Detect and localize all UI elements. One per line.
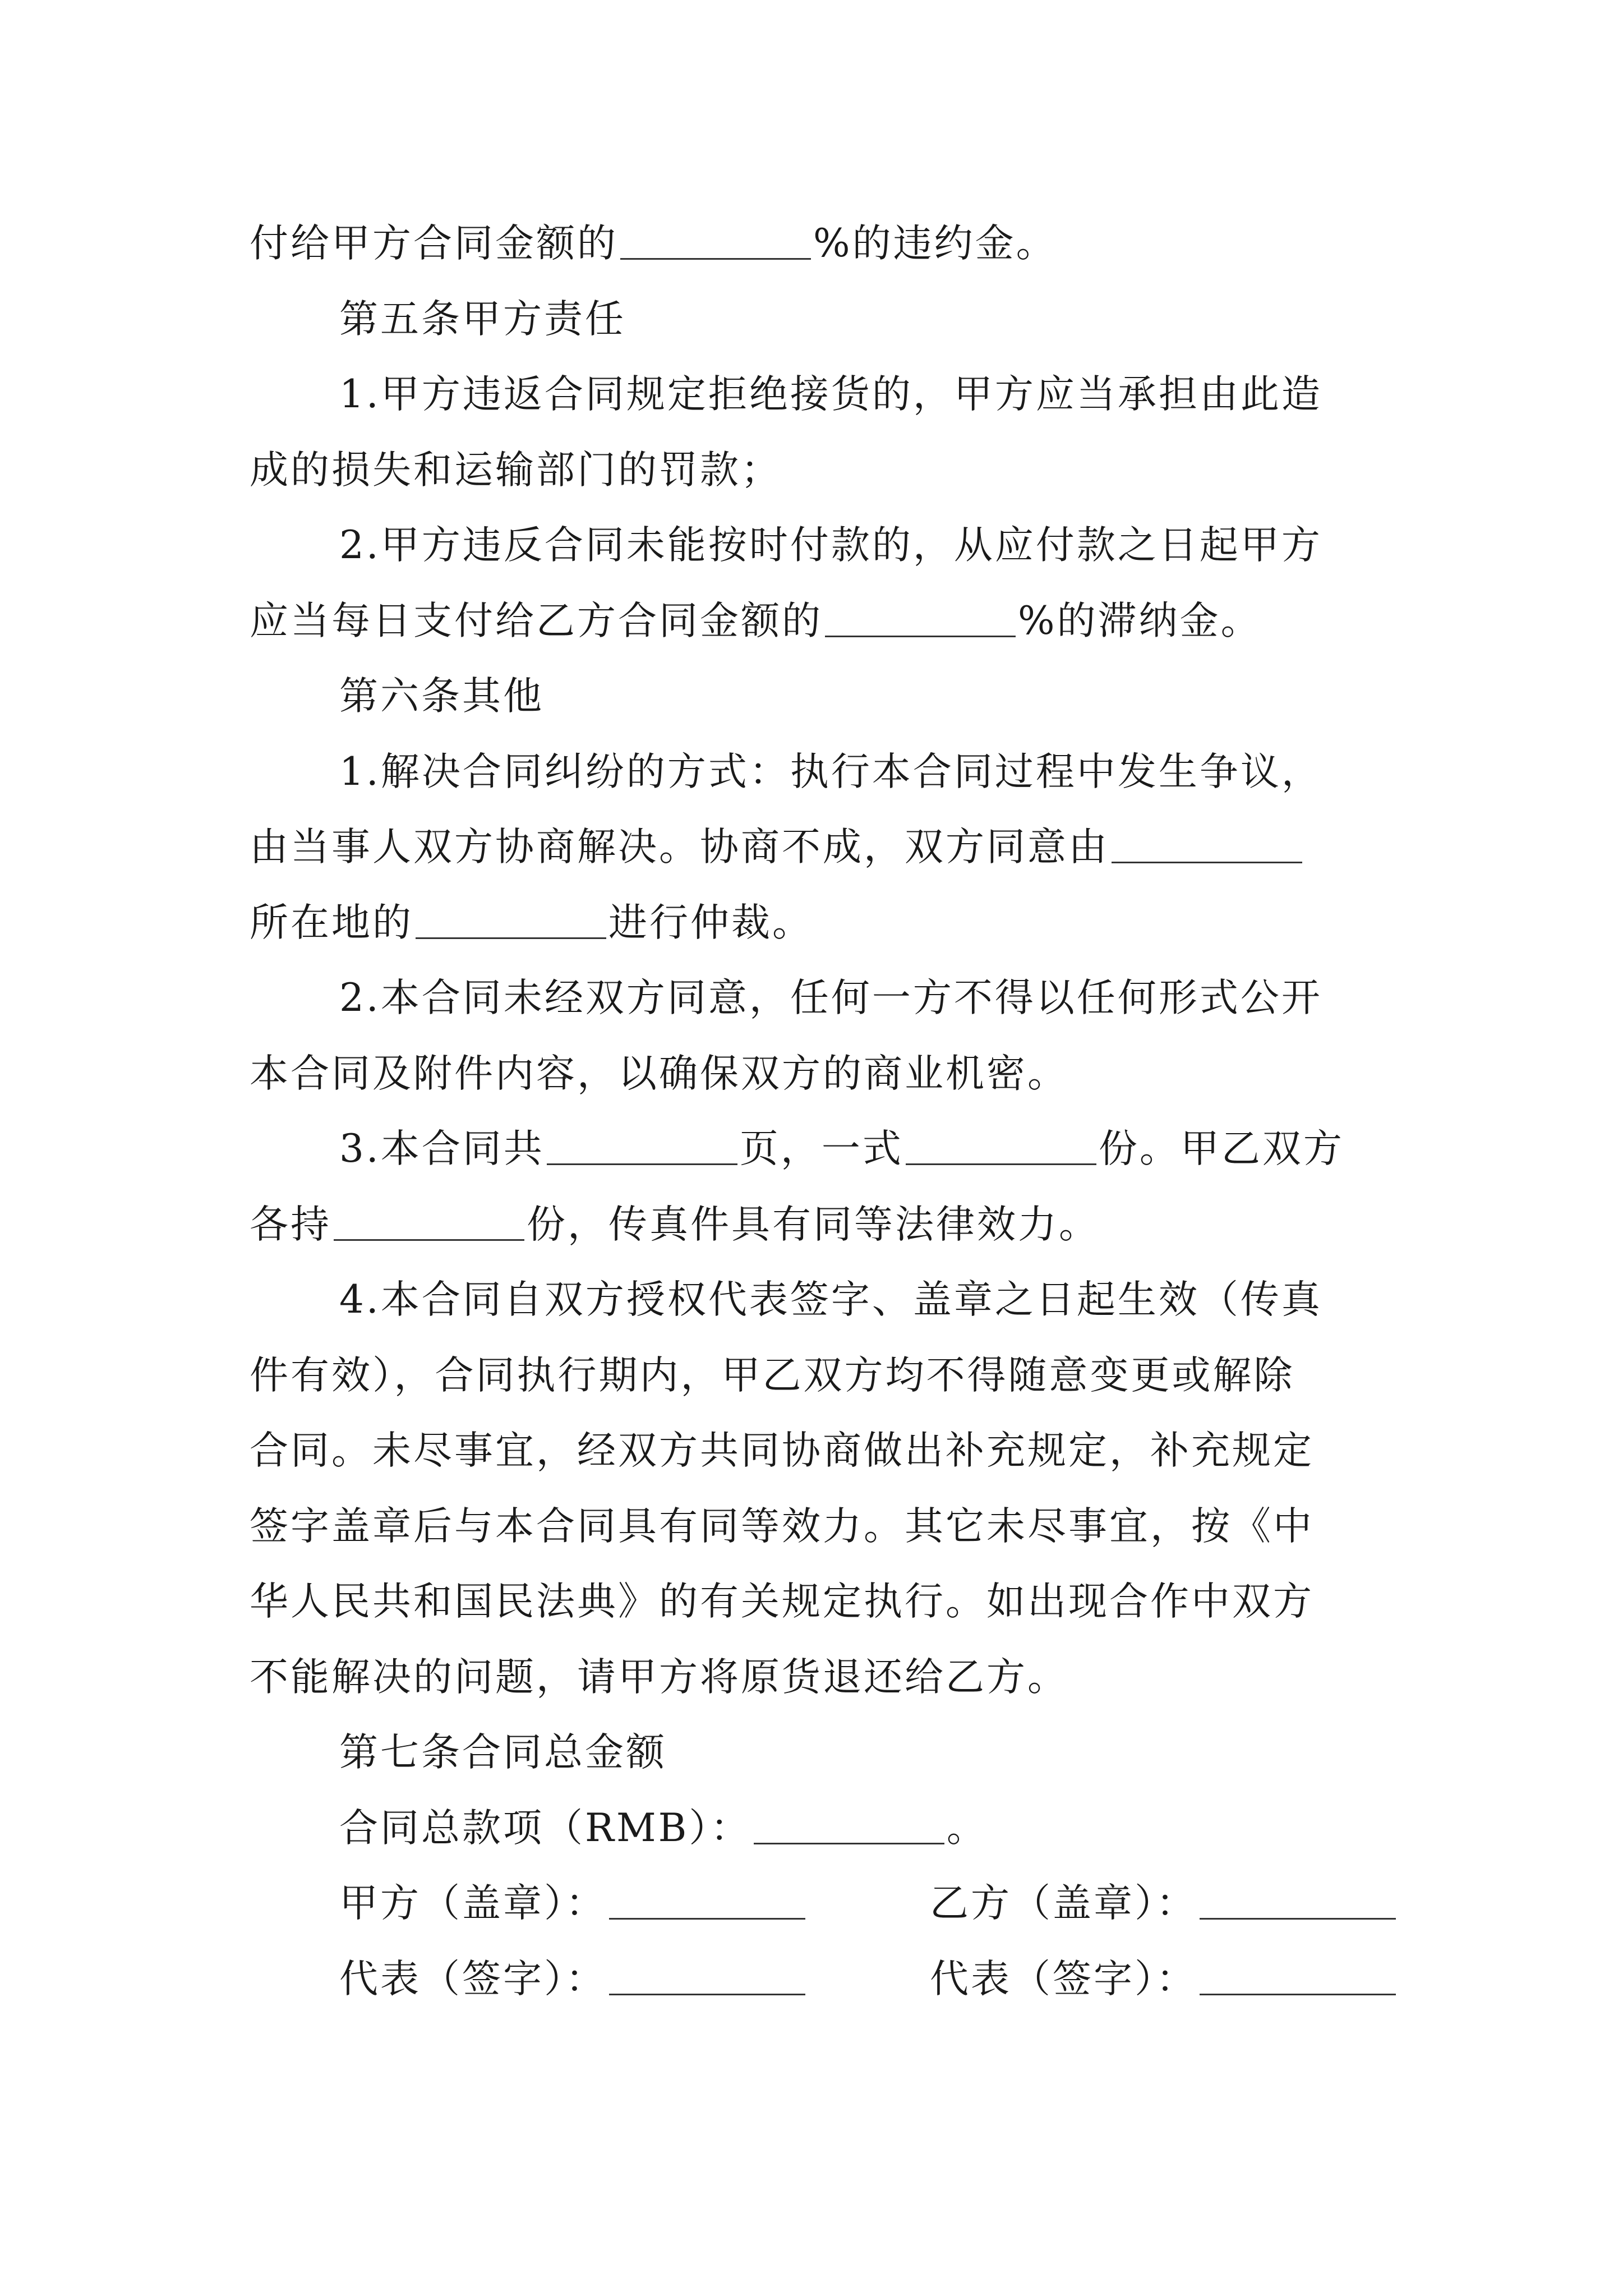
text: %的违约金。	[813, 221, 1057, 266]
heading-text: 第五条甲方责任	[339, 297, 626, 342]
text-line	[250, 217, 1057, 270]
text: 3.本合同共	[339, 1126, 545, 1171]
text-line	[339, 745, 1322, 799]
text: 。	[946, 1806, 988, 1851]
text: 成的损失和运输部门的罚款；	[250, 448, 782, 493]
text-line	[339, 367, 1322, 421]
text: 份。甲乙双方	[1098, 1126, 1344, 1171]
text-line	[250, 1424, 1314, 1478]
text-line	[250, 1198, 1100, 1251]
text: 各持	[250, 1202, 331, 1247]
text: 1.解决合同纠纷的方式：执行本合同过程中发生争议，	[339, 749, 1322, 794]
text: 不能解决的问题，请甲方将原货退还给乙方。	[250, 1655, 1068, 1700]
text: 件有效），合同执行期内，甲乙双方均不得随意变更或解除	[250, 1353, 1295, 1398]
text-line	[250, 1575, 1314, 1628]
text: 2.甲方违反合同未能按时付款的，从应付款之日起甲方	[339, 523, 1322, 568]
section-heading	[339, 669, 544, 723]
text-line	[250, 820, 1304, 874]
text: 所在地的	[250, 900, 413, 945]
text: 页，一式	[739, 1126, 903, 1171]
text-line	[339, 971, 1322, 1025]
signature-label: 代表（签字）：	[339, 1957, 607, 2001]
text-line	[250, 443, 782, 497]
text: 签字盖章后与本合同具有同等效力。其它未尽事宜，按《中	[250, 1504, 1314, 1549]
text: 合同总款项（RMB）：	[339, 1806, 751, 1851]
total-amount-blank[interactable]	[754, 1803, 944, 1844]
party-b-rep-blank[interactable]	[1200, 1954, 1396, 1995]
text-line	[250, 1650, 1068, 1704]
party-a-rep-line	[339, 1952, 808, 2006]
party-a-rep-blank[interactable]	[609, 1954, 805, 1995]
text-line	[250, 1047, 1068, 1101]
party-b-seal-blank[interactable]	[1200, 1879, 1396, 1920]
text-line	[250, 594, 1262, 648]
party-b-seal-line	[930, 1876, 1398, 1930]
signature-label: 乙方（盖章）：	[930, 1881, 1197, 1926]
text: 2.本合同未经双方同意，任何一方不得以任何形式公开	[339, 976, 1322, 1020]
text-line	[339, 518, 1322, 572]
heading-text: 第七条合同总金额	[339, 1730, 667, 1775]
text-line	[250, 1499, 1314, 1553]
fill-in-blank[interactable]	[906, 1124, 1096, 1165]
text-line	[250, 896, 813, 950]
text: 份，传真件具有同等法律效力。	[527, 1202, 1100, 1247]
party-a-seal-blank[interactable]	[609, 1879, 805, 1920]
text: 4.本合同自双方授权代表签字、盖章之日起生效（传真	[339, 1277, 1322, 1322]
text: 由当事人双方协商解决。协商不成，双方同意由	[250, 825, 1109, 869]
text-line	[339, 1801, 988, 1855]
fill-in-blank[interactable]	[334, 1200, 524, 1241]
text-line	[339, 1122, 1344, 1176]
text-line	[250, 1349, 1295, 1402]
signature-label: 代表（签字）：	[930, 1957, 1197, 2001]
signature-label: 甲方（盖章）：	[339, 1881, 607, 1926]
fill-in-blank[interactable]	[547, 1124, 737, 1165]
text: 华人民共和国民法典》的有关规定执行。如出现合作中双方	[250, 1579, 1314, 1624]
text: 1.甲方违返合同规定拒绝接货的，甲方应当承担由此造	[339, 372, 1322, 417]
text: 付给甲方合同金额的	[250, 221, 618, 266]
section-heading	[339, 292, 626, 346]
text: 本合同及附件内容，以确保双方的商业机密。	[250, 1051, 1068, 1096]
fill-in-blank[interactable]	[1112, 822, 1302, 863]
heading-text: 第六条其他	[339, 674, 544, 719]
text-line	[339, 1273, 1322, 1327]
section-heading	[339, 1726, 667, 1779]
text: 应当每日支付给乙方合同金额的	[250, 599, 823, 643]
text: 合同。未尽事宜，经双方共同协商做出补充规定，补充规定	[250, 1428, 1314, 1473]
text: %的滞纳金。	[1018, 599, 1262, 643]
fill-in-blank[interactable]	[416, 898, 606, 939]
text: 进行仲裁。	[608, 900, 813, 945]
fill-in-blank[interactable]	[620, 219, 811, 260]
party-a-seal-line	[339, 1876, 808, 1930]
fill-in-blank[interactable]	[825, 596, 1016, 637]
party-b-rep-line	[930, 1952, 1398, 2006]
